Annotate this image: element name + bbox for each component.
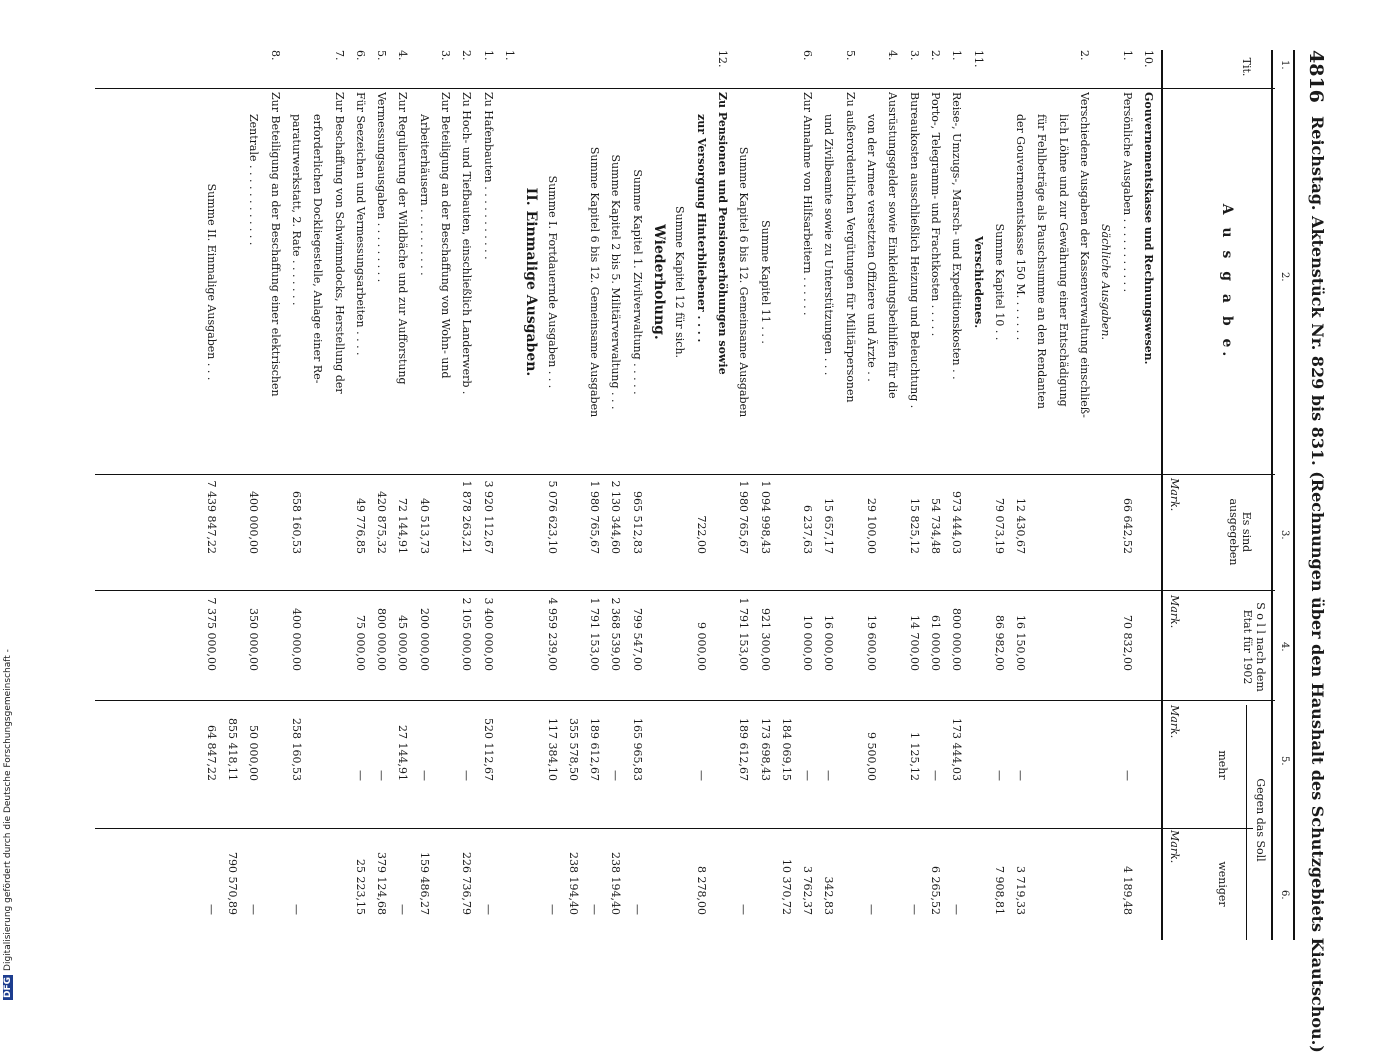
row-description: Zentrale . . . . . . . . . . . . xyxy=(247,114,261,246)
value-ausgegeben: 3 920 112,67 xyxy=(481,480,495,554)
row-description: Summe II. Einmalige Ausgaben . . . xyxy=(204,183,218,381)
row-description: Zu Pensionen und Pensionserhöhungen sowie xyxy=(716,92,729,375)
table-row xyxy=(651,50,668,940)
value-ausgegeben: 12 430,67 xyxy=(1014,498,1028,554)
value-soll: 45 000,00 xyxy=(396,615,410,671)
value-weniger: — xyxy=(481,904,495,915)
value-ausgegeben: 72 144,91 xyxy=(396,498,410,554)
value-ausgegeben: 400 000,00 xyxy=(247,491,261,554)
table-row xyxy=(205,50,218,940)
value-mehr: — xyxy=(609,770,623,781)
value-soll: 921 300,00 xyxy=(758,608,772,671)
col-number-6: 6. xyxy=(1279,890,1290,900)
column-headings xyxy=(1161,50,1273,940)
value-soll: 7 375 000,00 xyxy=(204,597,218,671)
value-mehr: 117 384,10 xyxy=(545,718,559,781)
row-title-number: 6. xyxy=(353,50,367,61)
table-row xyxy=(503,50,516,940)
row-description: Verschiedenes. xyxy=(971,235,985,329)
value-mehr: 855 418,11 xyxy=(226,718,240,781)
heading-gegen-soll: Gegen das Soll xyxy=(1254,778,1267,862)
value-ausgegeben: 1 878 263,21 xyxy=(460,480,474,554)
value-ausgegeben: 1 980 765,67 xyxy=(737,480,751,554)
value-ausgegeben: 2 130 344,60 xyxy=(609,480,623,554)
value-mehr: — xyxy=(992,770,1006,781)
table-row xyxy=(269,50,282,940)
row-title-number: 4. xyxy=(886,50,900,61)
row-description: Persönliche Ausgaben . . . . . . . . . . . xyxy=(1120,92,1134,293)
heading-mark-6: Mark. xyxy=(1168,830,1181,864)
value-soll: 400 000,00 xyxy=(290,608,303,671)
value-soll: 2 105 000,00 xyxy=(460,597,474,671)
value-weniger: 226 736,79 xyxy=(460,852,474,915)
row-title-number: 12. xyxy=(716,50,729,68)
value-mehr: 184 069,15 xyxy=(779,718,793,781)
table-row xyxy=(631,50,644,940)
table-row xyxy=(1057,50,1070,940)
row-description: II. Einmalige Ausgaben. xyxy=(523,187,540,377)
value-weniger: — xyxy=(290,904,303,915)
row-title-number: 2. xyxy=(1078,50,1092,61)
value-mehr: 258 160,53 xyxy=(290,718,303,781)
table-row xyxy=(588,50,601,940)
col-number-4: 4. xyxy=(1279,642,1290,652)
table-row xyxy=(610,50,623,940)
value-weniger: 159 486,27 xyxy=(417,852,431,915)
value-ausgegeben: 49 776,85 xyxy=(353,498,367,554)
value-ausgegeben: 420 875,32 xyxy=(375,491,389,554)
value-mehr: 9 500,00 xyxy=(865,732,879,781)
row-description: Porto-, Telegramm- und Frachtkosten . . . . . xyxy=(929,92,942,337)
table-row xyxy=(673,50,686,940)
table-row xyxy=(801,50,814,940)
row-description: Zu Hoch- und Tiefbauten, einschließlich Landerwerb . xyxy=(460,92,474,395)
table-row xyxy=(247,50,260,940)
value-soll: 16 000,00 xyxy=(822,615,836,671)
table-row xyxy=(695,50,708,940)
value-soll: 1 791 153,00 xyxy=(588,597,602,671)
table-row xyxy=(397,50,410,940)
row-title-number: 3. xyxy=(439,50,453,61)
row-description: Summe Kapitel 11 . . . xyxy=(758,220,772,344)
heading-tit: Tit. xyxy=(1240,57,1253,77)
value-ausgegeben: 658 160,53 xyxy=(290,491,303,554)
value-weniger: 238 194,40 xyxy=(609,852,623,915)
table-row xyxy=(1142,50,1155,940)
value-soll: 9 000,00 xyxy=(694,622,708,671)
value-mehr: — xyxy=(929,770,942,781)
value-ausgegeben: 15 657,17 xyxy=(822,498,836,554)
heading-soll: S o l l nach dem Etat für 1902 xyxy=(1241,602,1267,692)
row-title-number: 1. xyxy=(481,50,495,61)
value-weniger: 790 570,89 xyxy=(226,852,240,915)
value-weniger: — xyxy=(950,904,964,915)
table-row xyxy=(1036,50,1049,940)
row-title-number: 8. xyxy=(268,50,282,61)
value-soll: 19 600,00 xyxy=(865,615,879,671)
value-weniger: 6 265,52 xyxy=(929,866,942,915)
value-mehr: 64 847,22 xyxy=(204,725,218,781)
value-soll: 799 547,00 xyxy=(630,608,644,671)
table-row xyxy=(759,50,772,940)
value-mehr: — xyxy=(801,770,815,781)
table-row xyxy=(993,50,1006,940)
table-row xyxy=(929,50,942,940)
value-weniger: — xyxy=(588,904,602,915)
table-row xyxy=(567,50,580,940)
row-title-number: 1. xyxy=(950,50,964,61)
page-number: 4816 xyxy=(1305,50,1327,103)
value-weniger: — xyxy=(247,904,261,915)
heading-ausgabe: A u s g a b e. xyxy=(1219,203,1235,361)
row-description: Gouvernementskasse und Rechnungswesen. xyxy=(1142,92,1155,365)
value-soll: 2 368 539,00 xyxy=(609,597,623,671)
row-description: Summe I. Fortdauernde Ausgaben . . . xyxy=(545,175,559,389)
value-soll: 86 982,00 xyxy=(992,615,1006,671)
value-weniger: 3 719,33 xyxy=(1014,866,1028,915)
table-row xyxy=(844,50,857,940)
value-mehr: — xyxy=(353,770,367,781)
value-weniger: 342,83 xyxy=(822,876,836,915)
digitization-note xyxy=(3,0,19,1000)
row-description: Sächliche Ausgaben. xyxy=(1099,223,1113,341)
col-number-2: 2. xyxy=(1279,272,1290,282)
col-number-3: 3. xyxy=(1279,530,1290,540)
value-mehr: — xyxy=(375,770,389,781)
value-weniger: — xyxy=(545,904,559,915)
row-description: Für Seezeichen und Vermessungsarbeiten . . . . xyxy=(353,92,367,356)
table-row xyxy=(375,50,388,940)
row-description: Vermessungsausgaben . . . . . . . . . xyxy=(375,92,389,283)
value-ausgegeben: 6 237,63 xyxy=(801,505,815,554)
value-soll: 75 000,00 xyxy=(353,615,367,671)
row-description: für Fehlbeträge als Pauschsumme an den Rendanten xyxy=(1035,114,1049,409)
value-weniger: — xyxy=(737,904,751,915)
row-title-number: 11. xyxy=(971,50,985,68)
heading-mark-5: Mark. xyxy=(1168,705,1181,739)
value-ausgegeben: 722,00 xyxy=(694,515,708,554)
table-row xyxy=(482,50,495,940)
value-soll: 200 000,00 xyxy=(417,608,431,671)
row-title-number: 3. xyxy=(907,50,921,61)
value-weniger: 4 189,48 xyxy=(1120,866,1134,915)
value-soll: 800 000,00 xyxy=(950,608,964,671)
table-row xyxy=(523,50,540,940)
value-ausgegeben: 40 513,73 xyxy=(417,498,431,554)
value-ausgegeben: 54 734,48 xyxy=(929,498,942,554)
page-header xyxy=(1293,50,1333,1053)
value-weniger: 25 223,15 xyxy=(353,859,367,915)
row-description: paraturwerkstatt, 2. Rate . . . . . . . xyxy=(290,114,303,306)
row-title-number: 5. xyxy=(375,50,389,61)
value-mehr: — xyxy=(694,770,708,781)
table-row xyxy=(886,50,899,940)
table-row xyxy=(418,50,431,940)
heading-ist: Es sind ausgegeben xyxy=(1227,498,1253,566)
heading-mark-4: Mark. xyxy=(1168,595,1181,629)
row-description: Reise-, Umzugs-, Marsch- und Expeditionskosten . . xyxy=(950,92,964,380)
value-ausgegeben: 15 825,12 xyxy=(907,498,921,554)
value-mehr: — xyxy=(1120,770,1134,781)
row-title-number: 4. xyxy=(396,50,410,61)
value-ausgegeben: 1 980 765,67 xyxy=(588,480,602,554)
table-row xyxy=(823,50,836,940)
table-row xyxy=(333,50,346,940)
row-description: erforderlichen Dockliegestelle, Anlage einer Re- xyxy=(311,114,325,384)
row-description: von der Armee versetzten Offiziere und Ärzte . . xyxy=(865,114,879,382)
row-description: Bureaukosten ausschließlich Heizung und Beleuchtung . xyxy=(907,92,921,409)
value-mehr: 27 144,91 xyxy=(396,725,410,781)
row-description: Verschiedene Ausgaben der Kassenverwaltung einschließ- xyxy=(1078,92,1092,418)
value-mehr: — xyxy=(1014,770,1028,781)
table-row xyxy=(354,50,367,940)
table-row xyxy=(1014,50,1027,940)
value-weniger: 238 194,40 xyxy=(566,852,580,915)
value-soll: 14 700,00 xyxy=(907,615,921,671)
heading-mehr: mehr xyxy=(1216,750,1229,780)
value-mehr: 189 612,67 xyxy=(737,718,751,781)
row-description: und Zivilbeamte sowie zu Unterstützungen . . . xyxy=(822,114,836,376)
value-soll: 350 000,00 xyxy=(247,608,261,671)
table-row xyxy=(460,50,473,940)
row-title-number: 2. xyxy=(929,50,942,61)
value-soll: 800 000,00 xyxy=(375,608,389,671)
table-row xyxy=(950,50,963,940)
row-description: Zu Hafenbauten . . . . . . . . . . . xyxy=(481,92,495,260)
table-row xyxy=(972,50,985,940)
value-mehr: 165 965,83 xyxy=(630,718,644,781)
row-title-number: 6. xyxy=(801,50,815,61)
value-soll: 10 000,00 xyxy=(801,615,815,671)
value-mehr: 173 698,43 xyxy=(758,718,772,781)
table-row xyxy=(226,50,239,940)
row-description: der Gouvernementskasse 150 M. . . . . . . xyxy=(1014,114,1028,341)
table-row xyxy=(546,50,559,940)
value-mehr: — xyxy=(417,770,431,781)
value-weniger: — xyxy=(865,904,879,915)
row-description: Zur Beteiligung an der Beschaffung von Wohn- und xyxy=(439,92,453,379)
heading-weniger: weniger xyxy=(1216,861,1229,907)
row-description: Zur Annahme von Hilfsarbeitern . . . . . . xyxy=(801,92,815,316)
column-number-row xyxy=(1271,50,1295,940)
value-mehr: 50 000,00 xyxy=(247,725,261,781)
row-description: zur Versorgung Hinterbliebener . . . . xyxy=(694,114,708,343)
row-description: lich Löhne und zur Gewährung einer Entschädigung xyxy=(1056,114,1070,407)
value-soll: 61 000,00 xyxy=(929,615,942,671)
table-row xyxy=(908,50,921,940)
value-mehr: 520 112,67 xyxy=(481,718,495,781)
value-soll: 70 832,00 xyxy=(1120,615,1134,671)
row-description: Summe Kapitel 12 für sich. xyxy=(673,205,687,359)
table-row xyxy=(1099,50,1112,940)
table-row xyxy=(290,50,303,940)
heading-mark-3: Mark. xyxy=(1168,478,1181,512)
value-weniger: — xyxy=(907,904,921,915)
value-weniger: — xyxy=(630,904,644,915)
row-description: Summe Kapitel 6 bis 12. Gemeinsame Ausgaben xyxy=(588,146,602,418)
row-description: Summe Kapitel 6 bis 12. Gemeinsame Ausgaben xyxy=(737,146,751,418)
row-title-number: 2. xyxy=(460,50,474,61)
value-soll: 3 400 000,00 xyxy=(481,597,495,671)
row-description: Arbeiterhäusern . . . . . . . . . . xyxy=(417,114,431,276)
value-ausgegeben: 965 512,83 xyxy=(630,491,644,554)
row-title-number: 10. xyxy=(1142,50,1155,68)
row-description: Summe Kapitel 2 bis 5. Militärverwaltung . . . xyxy=(609,154,623,410)
value-ausgegeben: 79 073,19 xyxy=(992,498,1006,554)
row-title-number: 1. xyxy=(1120,50,1134,61)
row-description: Zur Beteiligung an der Beschaffung einer elektrischen xyxy=(268,92,282,397)
table-row xyxy=(716,50,729,940)
page-title: Reichstag. Aktenstück Nr. 829 bis 831. (Rechnungen über den Haushalt des Schutzgebiets Kiautschou.) xyxy=(1308,116,1327,1053)
table-row xyxy=(865,50,878,940)
value-weniger: — xyxy=(204,904,218,915)
table-row xyxy=(311,50,324,940)
value-ausgegeben: 7 439 847,22 xyxy=(204,480,218,554)
value-weniger: 10 370,72 xyxy=(779,859,793,915)
table-row xyxy=(737,50,750,940)
value-soll: 4 959 239,00 xyxy=(545,597,559,671)
value-mehr: 173 444,03 xyxy=(950,718,964,781)
value-mehr: — xyxy=(822,770,836,781)
rotated-page xyxy=(83,50,1333,1053)
row-title-number: 7. xyxy=(332,50,346,61)
row-title-number: 1. xyxy=(503,50,516,61)
table-row xyxy=(780,50,793,940)
value-weniger: 8 278,00 xyxy=(694,866,708,915)
col-number-5: 5. xyxy=(1279,756,1290,766)
value-ausgegeben: 1 094 998,43 xyxy=(758,480,772,554)
row-description: Zur Regulierung der Wildbäche und zur Aufforstung xyxy=(396,92,410,385)
value-soll: 1 791 153,00 xyxy=(737,597,751,671)
col-number-1: 1. xyxy=(1279,60,1290,70)
value-ausgegeben: 29 100,00 xyxy=(865,498,879,554)
value-ausgegeben: 5 076 623,10 xyxy=(545,480,559,554)
row-description: Wiederholung. xyxy=(651,224,668,340)
value-weniger: 379 124,68 xyxy=(375,852,389,915)
table-row xyxy=(1121,50,1134,940)
value-ausgegeben: 66 642,52 xyxy=(1120,498,1134,554)
row-description: Summe Kapitel 10 . . xyxy=(992,223,1006,341)
row-description: Zu außerordentlichen Vergütungen für Militärpersonen xyxy=(843,92,857,403)
digitization-text: Digitalisierung gefördert durch die Deutsche Forschungsgemeinschaft - xyxy=(3,649,13,971)
row-title-number: 5. xyxy=(843,50,857,61)
row-description: Summe Kapitel 1. Zivilverwaltung . . . . . xyxy=(630,169,644,395)
value-mehr: 1 125,12 xyxy=(907,732,921,781)
value-weniger: 7 908,81 xyxy=(992,866,1006,915)
value-ausgegeben: 973 444,03 xyxy=(950,491,964,554)
value-soll: 16 150,00 xyxy=(1014,615,1028,671)
table-row xyxy=(1078,50,1091,940)
value-weniger: — xyxy=(396,904,410,915)
value-mehr: 189 612,67 xyxy=(588,718,602,781)
value-mehr: — xyxy=(460,770,474,781)
value-mehr: 355 578,50 xyxy=(566,718,580,781)
row-description: Ausrüstungsgelder sowie Einkleidungsbeihilfen für die xyxy=(886,92,900,399)
table-row xyxy=(439,50,452,940)
value-weniger: 3 762,37 xyxy=(801,866,815,915)
heading-divider xyxy=(1246,705,1247,940)
row-description: Zur Beschaffung von Schwimmdocks, Herstellung der xyxy=(332,92,346,394)
dfg-logo: DFG xyxy=(3,976,13,998)
